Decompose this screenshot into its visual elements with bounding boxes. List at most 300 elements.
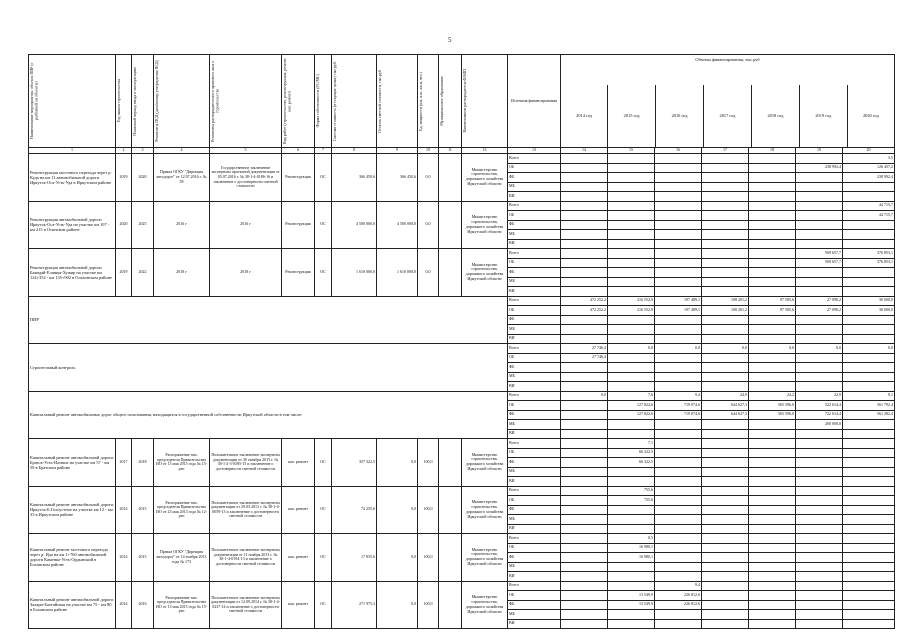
fin-value: [655, 192, 702, 202]
work-type: кап. ремонт: [282, 534, 315, 582]
fin-value: [702, 448, 749, 458]
fin-source: ВИ: [508, 239, 561, 249]
object-name: Реконструкция мостового перехода через р. Куда на км 11 автомобильной дороги Иркутск-Оса-Усть-Уда в Иркутском районе: [29, 154, 116, 202]
fin-value: [796, 572, 843, 582]
fin-value: [608, 325, 655, 335]
fin-value: [561, 258, 608, 268]
column-number: 4: [154, 148, 210, 154]
header-label: Муниципальное образование: [439, 76, 444, 126]
fin-source: ОБ: [508, 401, 561, 411]
fin-value: 565 596,0: [749, 401, 796, 411]
fin-value: [702, 268, 749, 278]
fin-value: [561, 553, 608, 563]
fin-source: МБ: [508, 325, 561, 335]
fin-value: [796, 619, 843, 629]
fin-value: [796, 600, 843, 610]
work-type: Реконструкция: [282, 201, 315, 249]
column-number: 20: [843, 148, 895, 154]
fin-value: [655, 325, 702, 335]
fin-source: МБ: [508, 562, 561, 572]
fin-value: [796, 154, 843, 164]
column-number: 19: [796, 148, 843, 154]
fin-source: ВИ: [508, 429, 561, 439]
fin-source: МБ: [508, 182, 561, 192]
fin-value: [561, 534, 608, 544]
psd-details: Распоряжение зам. председателя Правительства ИО от 13 мая 2015 года № 15-рзп: [154, 581, 210, 629]
fin-value: [796, 458, 843, 468]
capacity: 100,0: [418, 439, 439, 487]
psd-details: 2018 г: [154, 249, 210, 297]
end-year: 2025: [132, 201, 154, 249]
fin-value: [608, 268, 655, 278]
fin-value: [561, 268, 608, 278]
page-number: 5: [448, 36, 452, 44]
start-year: 2014: [116, 534, 132, 582]
header-label: Реквизиты ПСД (дата/номер утверждения ПСД): [154, 60, 159, 142]
column-number: 7: [315, 148, 332, 154]
capacity: 0,0: [418, 249, 439, 297]
fin-value: 226 812,6: [655, 600, 702, 610]
fin-value: [749, 287, 796, 297]
work-type: Реконструкция: [282, 249, 315, 297]
fin-value: [608, 610, 655, 620]
fin-value: [608, 182, 655, 192]
fin-value: [749, 372, 796, 382]
fin-value: [843, 239, 895, 249]
fin-value: 44 715,7: [843, 211, 895, 221]
table-row: [29, 296, 895, 306]
fin-source: ФБ: [508, 268, 561, 278]
fin-value: 24,2: [749, 391, 796, 401]
fin-value: [749, 458, 796, 468]
fin-value: [796, 448, 843, 458]
fin-source: Всего: [508, 534, 561, 544]
fin-value: [796, 496, 843, 506]
capacity: 0,0: [418, 154, 439, 202]
fin-source: Всего: [508, 439, 561, 449]
table-row: [29, 581, 895, 591]
fin-value: [655, 353, 702, 363]
column-number: 9: [377, 148, 418, 154]
fin-value: [749, 382, 796, 392]
fin-value: [561, 334, 608, 344]
object-name: Капитальный ремонт автомобильной дороги Иркутск-Б.Голоустное на участке км 12 - км 33 в Иркутском районе: [29, 486, 116, 534]
fin-value: 644 627,3: [702, 410, 749, 420]
work-type: кап. ремонт: [282, 486, 315, 534]
funding-header: [561, 55, 895, 148]
fin-value: 66 322,5: [608, 448, 655, 458]
end-year: 2018: [132, 439, 154, 487]
fin-value: [608, 258, 655, 268]
fin-value: [796, 562, 843, 572]
fin-value: 561 792,4: [843, 401, 895, 411]
fin-value: [608, 211, 655, 221]
fin-value: [796, 534, 843, 544]
fin-value: [561, 382, 608, 392]
fin-value: [843, 268, 895, 278]
header-label: Наименование мероприятия, объекта ПИР (с разбивкой на объекты): [29, 62, 39, 140]
fin-value: 27 098,2: [796, 296, 843, 306]
fin-value: [702, 211, 749, 221]
fin-value: [796, 610, 843, 620]
remaining-cost: 1 610 000,0: [377, 249, 418, 297]
fin-value: 238 992,4: [796, 163, 843, 173]
fin-value: [655, 277, 702, 287]
administrator: Министерство строительства, дорожного хозяйства Иркутской области: [462, 439, 508, 487]
fin-value: [702, 610, 749, 620]
fin-value: [749, 163, 796, 173]
fin-value: [843, 543, 895, 553]
fin-value: [749, 201, 796, 211]
fin-value: [843, 420, 895, 430]
fin-value: [702, 382, 749, 392]
fin-value: [843, 458, 895, 468]
fin-value: 27 098,2: [796, 306, 843, 316]
fin-value: [655, 230, 702, 240]
fin-value: [561, 249, 608, 259]
column-header-col4: [154, 55, 210, 148]
fin-source: ФБ: [508, 220, 561, 230]
fin-value: [749, 353, 796, 363]
fin-value: 472 252,2: [561, 296, 608, 306]
object-name: Капитальный ремонт мостового перехода через р. Ида на км 1+760 автомобильной дороги Каменка-Усть-Ордынский в Боханском районе: [29, 534, 116, 582]
fin-value: [749, 439, 796, 449]
fin-value: 722 614,4: [796, 410, 843, 420]
fin-value: [655, 372, 702, 382]
fin-value: 0,0: [843, 344, 895, 354]
ownership-form: ОС: [315, 581, 332, 629]
fin-value: [561, 477, 608, 487]
fin-value: [749, 363, 796, 373]
fin-value: [843, 230, 895, 240]
fin-value: 30 000,0: [843, 306, 895, 316]
start-year: 2017: [116, 439, 132, 487]
column-number: 8: [332, 148, 377, 154]
fin-value: [655, 534, 702, 544]
fin-value: [843, 192, 895, 202]
fin-value: [702, 220, 749, 230]
column-number: 14: [561, 148, 608, 154]
header-label: Реквизиты распорядительного правового акта о строительстве: [210, 60, 220, 142]
table-row: [29, 391, 895, 401]
fin-source: ОБ: [508, 258, 561, 268]
fin-value: [796, 192, 843, 202]
fin-value: 0,0: [796, 344, 843, 354]
fin-value: [655, 619, 702, 629]
fin-value: [702, 486, 749, 496]
estimated-cost: 17 835,6: [332, 534, 377, 582]
fin-value: [843, 277, 895, 287]
fin-value: [749, 325, 796, 335]
fin-value: [702, 439, 749, 449]
column-header-col8: [332, 55, 377, 148]
remaining-cost: 366 450,6: [377, 154, 418, 202]
year-header: 2014 год: [576, 113, 593, 119]
fin-source: ФБ: [508, 458, 561, 468]
fin-value: [608, 353, 655, 363]
fin-value: [749, 600, 796, 610]
fin-value: [843, 562, 895, 572]
fin-value: [843, 429, 895, 439]
fin-value: [702, 619, 749, 629]
end-year: 2020: [132, 154, 154, 202]
fin-value: [843, 524, 895, 534]
object-name: Реконструкция автомобильной дороги Баяндай-Еланцы-Хужир на участке км 124+352 - км 135+902 в Ольхонском районе: [29, 249, 116, 297]
fin-value: [796, 429, 843, 439]
fin-source: Всего: [508, 344, 561, 354]
fin-value: [796, 211, 843, 221]
fin-value: [749, 239, 796, 249]
fin-value: 9,4: [655, 581, 702, 591]
year-header: 2018 год: [751, 85, 799, 147]
fin-value: [749, 220, 796, 230]
fin-value: 755,6: [608, 496, 655, 506]
table-row: [29, 344, 895, 354]
column-number: 12: [462, 148, 508, 154]
fin-value: 0,0: [749, 344, 796, 354]
table-row: [29, 154, 895, 164]
start-year: 2014: [116, 486, 132, 534]
fin-value: [796, 477, 843, 487]
fin-value: [608, 154, 655, 164]
fin-value: [561, 439, 608, 449]
column-header-col11: [439, 55, 462, 148]
fin-value: [796, 553, 843, 563]
psd-details: Приказ ОГКУ "Дирекция автодорог" от 14 ноября 2013 года № 173: [154, 534, 210, 582]
fin-value: [843, 515, 895, 525]
fin-value: [561, 486, 608, 496]
column-number: 17: [702, 148, 749, 154]
fin-value: [702, 543, 749, 553]
fin-source: ВИ: [508, 619, 561, 629]
ownership-form: ОС: [315, 439, 332, 487]
fin-value: [843, 496, 895, 506]
fin-value: [749, 258, 796, 268]
fin-value: [561, 619, 608, 629]
fin-value: 22,9: [796, 391, 843, 401]
fin-source: ФБ: [508, 410, 561, 420]
fin-value: 569 657,7: [796, 249, 843, 259]
fin-value: 565 596,0: [749, 410, 796, 420]
fin-value: [702, 534, 749, 544]
fin-value: [749, 154, 796, 164]
fin-value: [843, 448, 895, 458]
psd-details: Приказ ОГКУ "Дирекция автодорог" от 12.07.2016 г. № 58: [154, 154, 210, 202]
fin-source: МБ: [508, 610, 561, 620]
object-name: Реконструкция автомобильной дороги Иркутск-Оса-Усть-Уда на участке км 107 - км 215 в Осинском районе: [29, 201, 116, 249]
column-header-col3: [132, 55, 154, 148]
fin-source: ФБ: [508, 173, 561, 183]
fin-value: 3,5: [843, 154, 895, 164]
administrator: Министерство строительства, дорожного хозяйства Иркутской области: [462, 486, 508, 534]
fin-value: [561, 524, 608, 534]
administrator: Министерство строительства, дорожного хозяйства Иркутской области: [462, 581, 508, 629]
fin-value: [655, 420, 702, 430]
fin-value: [561, 543, 608, 553]
fin-source: ВИ: [508, 572, 561, 582]
header-label: Форма собственности (ГС/МС): [315, 74, 320, 128]
column-header-col12: [462, 55, 508, 148]
fin-source: ОБ: [508, 163, 561, 173]
legal-act: Положительное заключение экспертизы документации от 11 ноября 2013 г. № 38-1-4-0194-13 и заключение о достоверности сметной стоимости: [210, 534, 282, 582]
fin-value: [702, 467, 749, 477]
fin-value: [655, 382, 702, 392]
fin-value: [561, 515, 608, 525]
remaining-cost: 0,0: [377, 439, 418, 487]
fin-source: ОБ: [508, 211, 561, 221]
psd-details: Распоряжение зам. председателя Правительства ИО от 23 мая 2013 года № 12-рзп: [154, 486, 210, 534]
fin-value: [702, 581, 749, 591]
fin-value: [702, 315, 749, 325]
fin-value: [608, 173, 655, 183]
fin-value: [702, 600, 749, 610]
fin-value: [796, 334, 843, 344]
fin-value: [655, 182, 702, 192]
fin-value: [702, 553, 749, 563]
fin-value: [843, 572, 895, 582]
column-number: 16: [655, 148, 702, 154]
municipality: [439, 249, 462, 297]
fin-value: 126 457,2: [843, 163, 895, 173]
fin-value: [608, 505, 655, 515]
fin-value: [561, 182, 608, 192]
fin-value: [655, 429, 702, 439]
fin-value: [796, 439, 843, 449]
fin-value: [608, 315, 655, 325]
column-number: 18: [749, 148, 796, 154]
fin-value: [749, 610, 796, 620]
fin-value: [749, 534, 796, 544]
fin-value: [702, 173, 749, 183]
header-label: Ед. мощности (км, п.м., кв.м, чел.): [418, 71, 423, 131]
fin-value: [655, 505, 702, 515]
fin-value: [843, 182, 895, 192]
fin-value: [655, 496, 702, 506]
fin-source: ОБ: [508, 306, 561, 316]
fin-source: ФБ: [508, 600, 561, 610]
capacity: 100,0: [418, 581, 439, 629]
fin-value: [749, 467, 796, 477]
municipality: [439, 201, 462, 249]
fin-value: [796, 467, 843, 477]
fin-value: 127 822,6: [608, 401, 655, 411]
fin-value: [796, 182, 843, 192]
fin-value: [561, 591, 608, 601]
fin-source: МБ: [508, 277, 561, 287]
column-header-col10: [418, 55, 439, 148]
fin-value: [655, 315, 702, 325]
fin-value: [796, 268, 843, 278]
fin-source: Всего: [508, 486, 561, 496]
fin-value: 216 552,9: [608, 296, 655, 306]
fin-value: [843, 505, 895, 515]
fin-value: 0,5: [608, 534, 655, 544]
fin-value: [655, 562, 702, 572]
fin-value: [843, 439, 895, 449]
fin-value: [655, 363, 702, 373]
fin-value: [655, 477, 702, 487]
fin-value: [702, 572, 749, 582]
fin-value: [843, 467, 895, 477]
fin-source: Всего: [508, 201, 561, 211]
start-year: 2014: [116, 581, 132, 629]
fin-value: [561, 600, 608, 610]
fin-value: [608, 524, 655, 534]
column-header-col9: [377, 55, 418, 148]
fin-value: [796, 201, 843, 211]
fin-value: 0,0: [608, 344, 655, 354]
fin-value: [796, 505, 843, 515]
fin-value: [702, 505, 749, 515]
fin-value: 7,6: [608, 391, 655, 401]
legal-act: Государственное заключение экспертизы проектной документации от 05.07.2016 г. № 38-1-4-0186-16 и заключение о достоверности сметной стоимости: [210, 154, 282, 202]
fin-value: [655, 553, 702, 563]
fin-value: [655, 439, 702, 449]
fin-value: 644 627,3: [702, 401, 749, 411]
legal-act: Положительное заключение экспертизы документации от 29.03.2013 г. № 38-1-4-0059-13 и заключение о достоверности сметной стоимости: [210, 486, 282, 534]
fin-value: [702, 163, 749, 173]
fin-value: [702, 591, 749, 601]
year-header: 2017 год: [704, 85, 752, 147]
column-number: 5: [210, 148, 282, 154]
end-year: 2015: [132, 486, 154, 534]
fin-value: [608, 467, 655, 477]
start-year: 2019: [116, 249, 132, 297]
fin-value: 13 549,9: [608, 600, 655, 610]
fin-value: [561, 287, 608, 297]
fin-value: [655, 201, 702, 211]
fin-value: 719 074,6: [655, 401, 702, 411]
fin-value: [702, 154, 749, 164]
fin-value: [702, 420, 749, 430]
table-row: [29, 249, 895, 259]
header-label: Остаток сметной стоимости, тыс.руб: [377, 69, 382, 133]
fin-value: [655, 486, 702, 496]
column-number: 3: [132, 148, 154, 154]
fin-value: [749, 230, 796, 240]
table-row: [29, 534, 895, 544]
fin-value: [702, 562, 749, 572]
fin-value: [608, 562, 655, 572]
fin-source: ФБ: [508, 363, 561, 373]
fin-value: [608, 515, 655, 525]
municipality: [439, 534, 462, 582]
fin-source: ВИ: [508, 477, 561, 487]
fin-value: [561, 562, 608, 572]
year-header: 2015 год: [608, 85, 656, 147]
fin-value: [796, 277, 843, 287]
fin-source: ВИ: [508, 382, 561, 392]
table-row: [29, 201, 895, 211]
fin-value: [655, 268, 702, 278]
fin-source: ВИ: [508, 287, 561, 297]
fin-value: [702, 239, 749, 249]
summary-label: Строительный контроль: [29, 344, 508, 392]
fin-value: [749, 182, 796, 192]
fin-source: ОБ: [508, 591, 561, 601]
fin-value: [561, 211, 608, 221]
fin-value: [702, 192, 749, 202]
fin-value: [796, 515, 843, 525]
fin-value: [843, 325, 895, 335]
fin-value: [561, 220, 608, 230]
ownership-form: ОС: [315, 534, 332, 582]
fin-value: [655, 515, 702, 525]
fin-source: Всего: [508, 154, 561, 164]
fin-value: [843, 534, 895, 544]
fin-value: [843, 363, 895, 373]
fin-value: [702, 258, 749, 268]
